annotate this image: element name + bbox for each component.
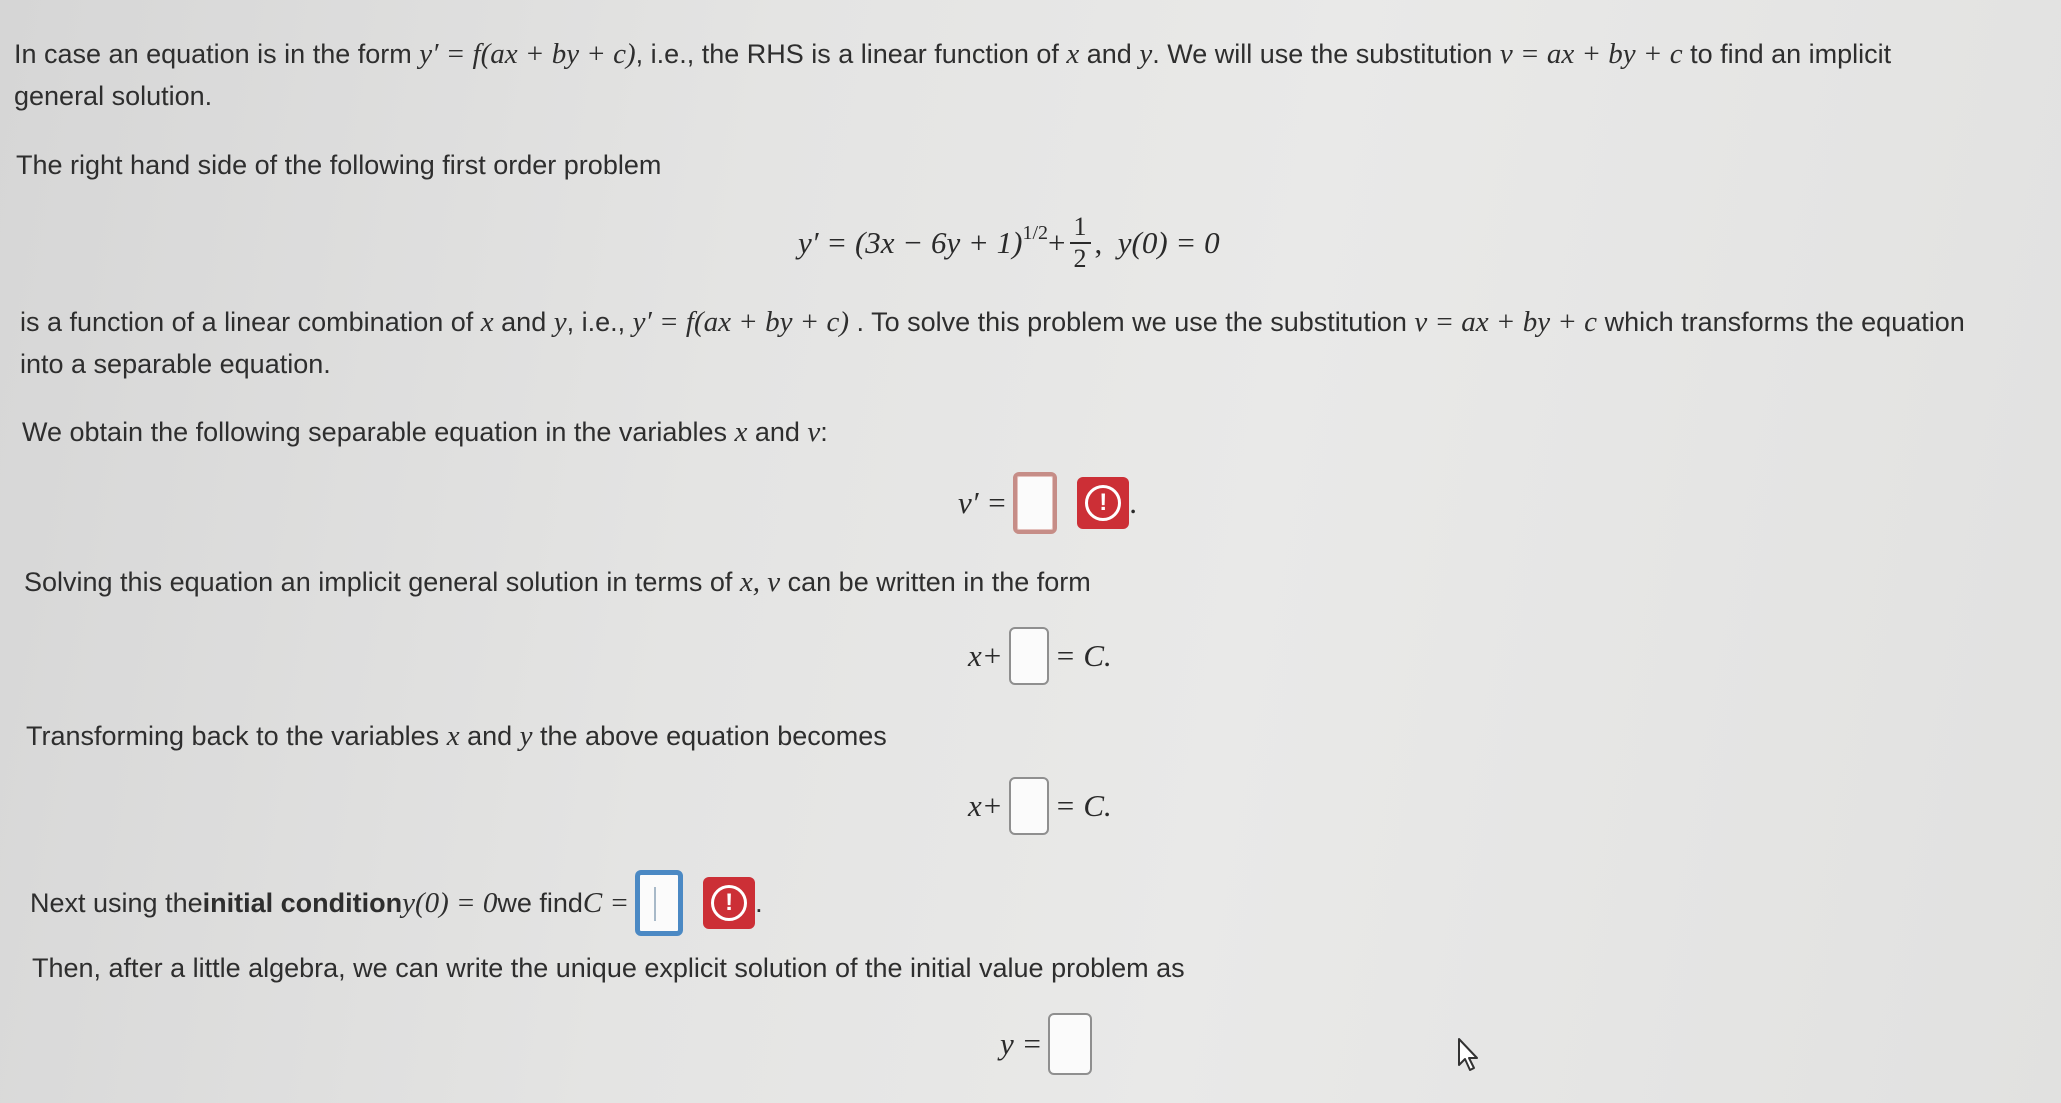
mouse-cursor-icon (1457, 1037, 1483, 1073)
implicit-xv-answer-input[interactable] (1009, 627, 1049, 685)
transform-intro: Transforming back to the variables x and y the above equation becomes (26, 720, 887, 752)
main-equation: y′ = (3x − 6y + 1) $^{1/2}$ + $\frac{1}{2}$ , y(0) = 0 (798, 212, 1220, 273)
initial-condition-line: Next using the initial condition y(0) = 0 we find C = ! . (30, 868, 763, 938)
para2-line-1: is a function of a linear combination of x and y, i.e., y′ = f(ax + by + c) . To solve this problem we use the substitution v = ax + by + c which transforms the equation (20, 306, 1965, 338)
implicit-xy-answer-input[interactable] (1009, 777, 1049, 835)
implicit-equation: x+ = C. (968, 628, 1112, 684)
warning-icon: ! (1085, 485, 1121, 521)
explicit-equation: y = (1000, 1012, 1098, 1076)
text-caret (654, 887, 656, 921)
intro-line-1: In case an equation is in the form y′ = f(ax + by + c), i.e., the RHS is a linear function of x and y. We will use the substitution v = ax + by + c to find an implicit (14, 38, 1892, 70)
warning-icon: ! (711, 885, 747, 921)
implicit-intro: Solving this equation an implicit general solution in terms of x, v can be written in the form (24, 566, 1091, 598)
separable-intro: We obtain the following separable equation in the variables x and v: (22, 416, 828, 448)
one-half-fraction: $\frac{1}{2}$ (1070, 212, 1091, 274)
warning-button-2[interactable] (703, 877, 755, 929)
explicit-intro: Then, after a little algebra, we can write the unique explicit solution of the initial value problem as (32, 953, 1185, 983)
explicit-y-answer-input[interactable] (1048, 1013, 1092, 1075)
v-prime-answer-input[interactable] (1013, 472, 1057, 534)
para2-line-2: into a separable equation. (20, 349, 331, 379)
problem-intro: The right hand side of the following first order problem (16, 150, 662, 180)
separable-equation: v′ = ! . (958, 470, 1137, 536)
warning-button-1[interactable] (1077, 477, 1129, 529)
transform-equation: x+ = C. (968, 778, 1112, 834)
constant-c-answer-input[interactable] (635, 870, 683, 936)
intro-line-2: general solution. (14, 81, 213, 111)
